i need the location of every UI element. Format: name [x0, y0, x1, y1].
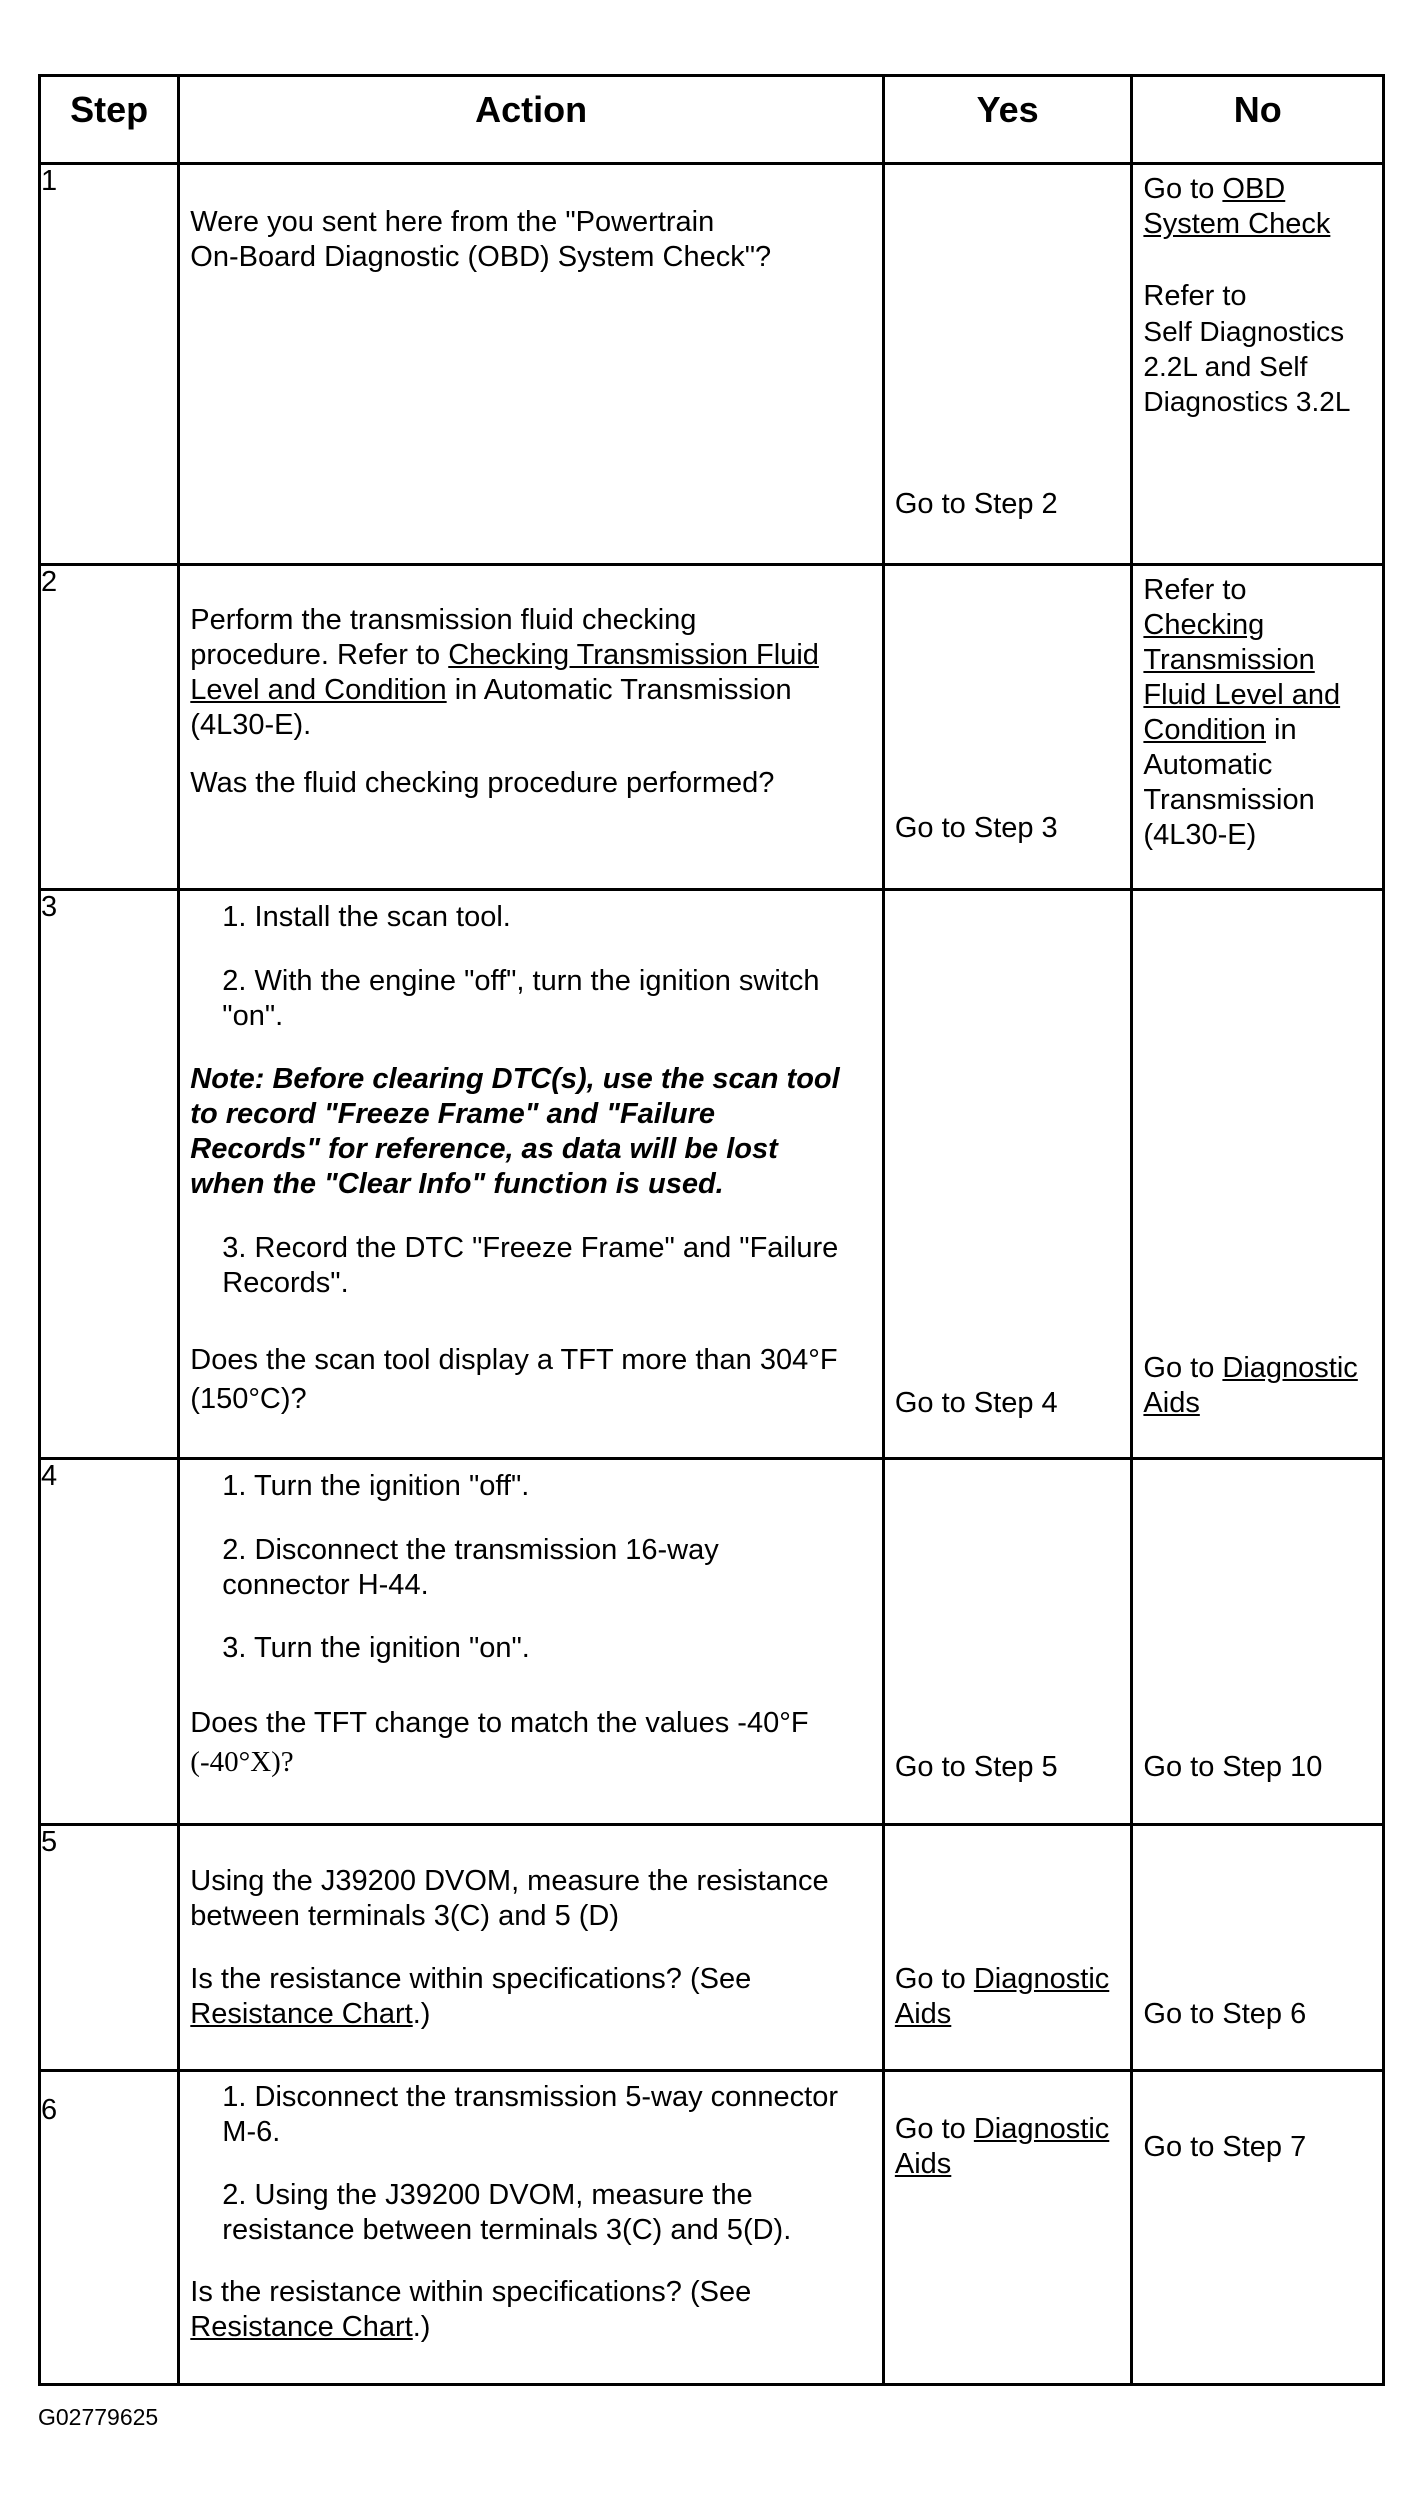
action-question: .)	[412, 2311, 431, 2343]
refer-text: 2.2L and Self	[1143, 351, 1308, 382]
diagnostic-aids-link[interactable]: Aids	[894, 1998, 952, 2030]
header-step: Step	[40, 76, 179, 164]
no-text: Go to Step 6	[1143, 1998, 1307, 2030]
action-item: 2. Using the J39200 DVOM, measure the	[222, 2179, 753, 2211]
action-text: Perform the transmission fluid checking	[190, 604, 697, 636]
action-text: between terminals 3(C) and 5 (D)	[190, 1900, 620, 1932]
checking-fluid-link[interactable]: Checking Transmission Fluid	[448, 639, 819, 671]
no-text: Refer to	[1143, 574, 1247, 606]
no-text: (4L30-E)	[1143, 819, 1257, 851]
action-item: 3. Turn the ignition "on".	[222, 1632, 530, 1664]
action-item: 1. Disconnect the transmission 5-way connector	[222, 2081, 839, 2113]
action-item: 2. Disconnect the transmission 16-way	[222, 1534, 719, 1566]
note-text: Note: Before clearing DTC(s), use the scan tool	[190, 1063, 840, 1095]
step-number: 6	[40, 2071, 179, 2385]
action-cell	[179, 1825, 884, 2071]
action-question: Is the resistance within specifications? (See	[190, 1963, 752, 1995]
action-text: procedure. Refer to	[190, 639, 449, 671]
diagnostic-table	[38, 74, 1385, 2386]
action-cell	[179, 565, 884, 890]
diagnostic-aids-link[interactable]: Aids	[894, 2148, 952, 2180]
step-number: 5	[40, 1825, 179, 2071]
figure-id: G02779625	[38, 2404, 159, 2430]
no-text: Transmission	[1143, 784, 1315, 816]
action-item: Records".	[222, 1267, 349, 1299]
no-text: Automatic	[1143, 749, 1273, 781]
action-text: Were you sent here from the "Powertrain	[190, 206, 715, 238]
no-cell	[1132, 890, 1384, 1459]
yes-cell	[883, 890, 1132, 1459]
action-item: connector H-44.	[222, 1569, 429, 1601]
checking-fluid-link[interactable]: Transmission	[1143, 644, 1315, 676]
yes-cell	[883, 2071, 1132, 2385]
header-yes: Yes	[883, 76, 1132, 164]
action-cell	[179, 890, 884, 1459]
table-row	[40, 565, 1384, 890]
step-number: 4	[40, 1459, 179, 1825]
action-question: Is the resistance within specifications? (See	[190, 2276, 752, 2308]
checking-fluid-link[interactable]: Fluid Level and	[1143, 679, 1341, 711]
action-item: 3. Record the DTC "Freeze Frame" and "Failure	[222, 1232, 839, 1264]
action-cell	[179, 2071, 884, 2385]
note-text: to record "Freeze Frame" and "Failure	[190, 1098, 716, 1130]
action-question: .)	[412, 1998, 431, 2030]
action-text: On-Board Diagnostic (OBD) System Check"?	[190, 241, 772, 273]
action-text: (4L30-E).	[190, 709, 312, 741]
table-row	[40, 164, 1384, 565]
checking-fluid-link[interactable]: Checking	[1143, 609, 1265, 641]
yes-text: Go to Step 5	[894, 1751, 1058, 1783]
refer-text: Diagnostics 3.2L	[1143, 386, 1351, 417]
diagnostic-aids-link[interactable]: Diagnostic	[1222, 1352, 1358, 1384]
header-no: No	[1132, 76, 1384, 164]
action-question: Does the TFT change to match the values -40°F	[190, 1707, 809, 1739]
step-number: 2	[40, 565, 179, 890]
action-item: "on".	[222, 1000, 284, 1032]
table-row	[40, 1459, 1384, 1825]
no-text: Go to Step 7	[1143, 2131, 1307, 2163]
no-text: Go to Step 10	[1143, 1751, 1323, 1783]
step-number: 3	[40, 890, 179, 1459]
no-cell	[1132, 164, 1384, 565]
note-text: when the "Clear Info" function is used.	[190, 1168, 724, 1200]
resistance-chart-link[interactable]: Resistance Chart	[190, 2311, 413, 2343]
action-cell	[179, 164, 884, 565]
action-item: resistance between terminals 3(C) and 5(D).	[222, 2214, 792, 2246]
no-text: in	[1265, 714, 1297, 746]
action-item: 2. With the engine "off", turn the ignition switch	[222, 965, 820, 997]
action-question: (-40°X)?	[190, 1746, 294, 1778]
table-row	[40, 890, 1384, 1459]
yes-cell	[883, 164, 1132, 565]
diagnostic-aids-link[interactable]: Diagnostic	[973, 2113, 1110, 2145]
diagnostic-aids-link[interactable]: Aids	[1143, 1387, 1200, 1419]
action-text: Using the J39200 DVOM, measure the resistance	[190, 1865, 829, 1897]
yes-text: Go to Step 2	[894, 488, 1058, 520]
no-text: Go to	[1143, 1352, 1223, 1384]
yes-text: Go to Step 4	[894, 1387, 1058, 1419]
no-cell	[1132, 2071, 1384, 2385]
yes-text: Go to	[894, 2113, 974, 2145]
yes-cell	[883, 1459, 1132, 1825]
diagnostic-aids-link[interactable]: Diagnostic	[973, 1963, 1110, 1995]
action-item: M-6.	[222, 2116, 281, 2148]
yes-text: Go to	[894, 1963, 974, 1995]
action-question: Does the scan tool display a TFT more than 304°F	[190, 1344, 838, 1376]
action-question: Was the fluid checking procedure performed?	[190, 767, 775, 799]
no-cell	[1132, 1459, 1384, 1825]
yes-cell	[883, 1825, 1132, 2071]
yes-text: Go to Step 3	[894, 812, 1058, 844]
no-cell	[1132, 1825, 1384, 2071]
no-refer: Refer to	[1143, 280, 1247, 312]
checking-fluid-link[interactable]: Level and Condition	[190, 674, 447, 706]
table-header-row	[40, 76, 1384, 164]
no-text: Go to	[1143, 173, 1223, 205]
action-item: 1. Turn the ignition "off".	[222, 1470, 530, 1502]
checking-fluid-link[interactable]: Condition	[1143, 714, 1266, 746]
obd-system-check-link[interactable]: System Check	[1143, 208, 1331, 240]
no-cell	[1132, 565, 1384, 890]
action-item: 1. Install the scan tool.	[222, 901, 511, 933]
note-text: Records" for reference, as data will be lost	[190, 1133, 778, 1165]
action-text: in Automatic Transmission	[446, 674, 792, 706]
header-action: Action	[179, 76, 884, 164]
step-number: 1	[40, 164, 179, 565]
action-question: (150°C)?	[190, 1383, 307, 1415]
obd-system-check-link[interactable]: OBD	[1222, 173, 1286, 205]
table-row	[40, 2071, 1384, 2385]
table-row	[40, 1825, 1384, 2071]
action-cell	[179, 1459, 884, 1825]
refer-text: Self Diagnostics	[1143, 316, 1345, 347]
yes-cell	[883, 565, 1132, 890]
resistance-chart-link[interactable]: Resistance Chart	[190, 1998, 413, 2030]
